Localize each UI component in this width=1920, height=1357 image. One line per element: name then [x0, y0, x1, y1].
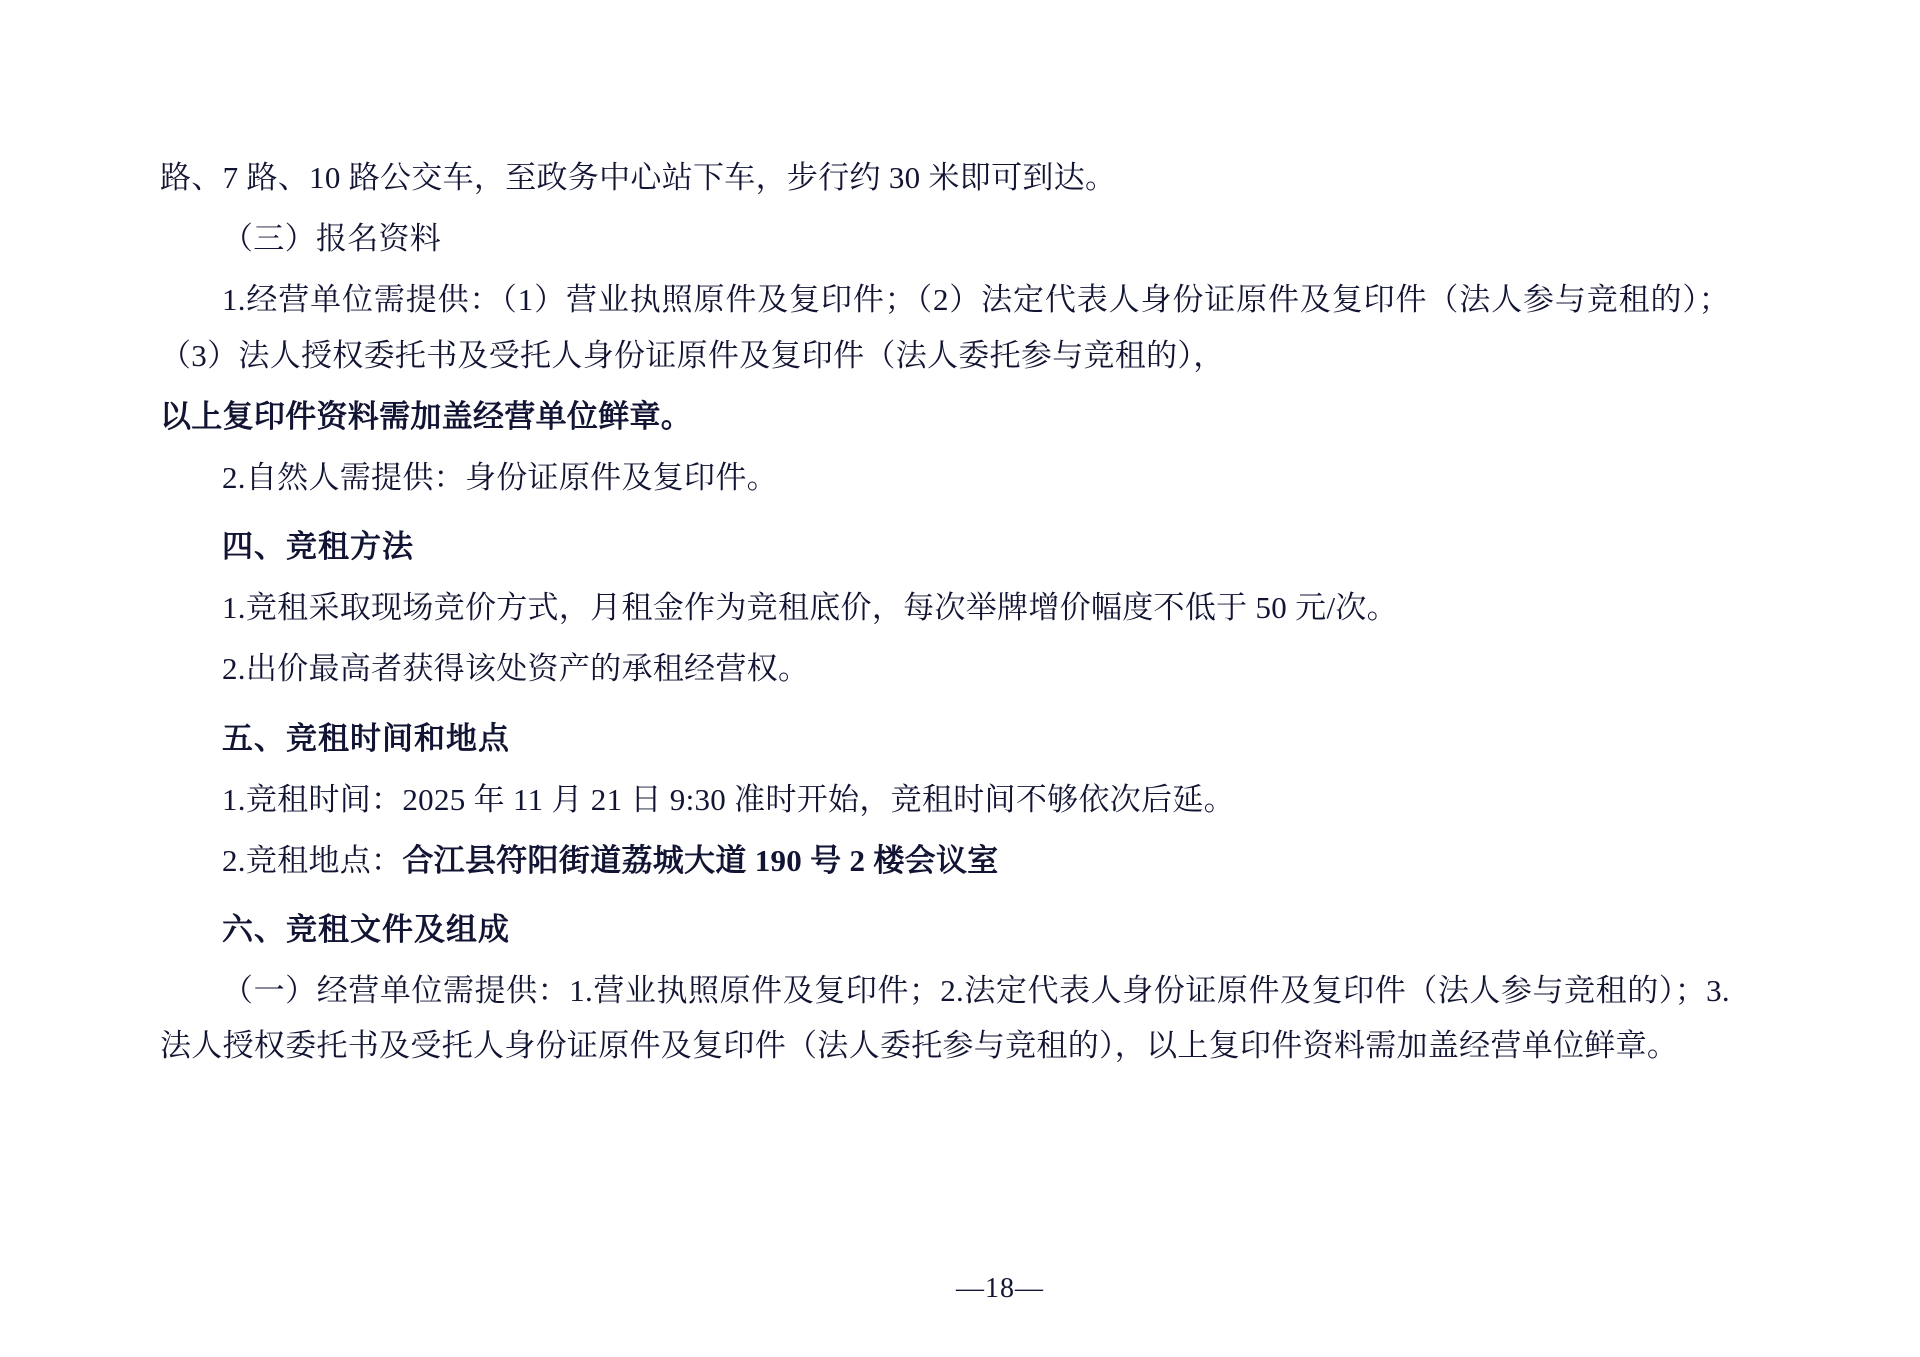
- paragraph-business-unit-materials: 1.经营单位需提供：（1）营业执照原件及复印件；（2）法定代表人身份证原件及复印件（法人参与竞租的）；（3）法人授权委托书及受托人身份证原件及复印件（法人委托参与竞租的），: [160, 282, 1730, 373]
- paragraph-seal-requirement: 以上复印件资料需加盖经营单位鲜章。: [160, 398, 693, 434]
- paragraph-bidding-time: 1.竞租时间：2025 年 11 月 21 日 9:30 准时开始，竞租时间不够依次后延。: [222, 781, 1235, 817]
- paragraph-bidding-place: [160, 833, 1730, 888]
- bidding-place-value: 合江县符阳街道荔城大道 190 号 2 楼会议室: [402, 842, 999, 878]
- page-number: —18—: [956, 1273, 1044, 1304]
- page-footer: [0, 1273, 1920, 1305]
- paragraph-section-six-item-one: （一）经营单位需提供：1.营业执照原件及复印件；2.法定代表人身份证原件及复印件（法人参与竞租的）；3.法人授权委托书及受托人身份证原件及复印件（法人委托参与竞租的），以上复印件资料需加盖经营单位鲜章。: [160, 973, 1730, 1064]
- paragraph-transport-continued: 路、7 路、10 路公交车，至政务中心站下车，步行约 30 米即可到达。: [160, 160, 1117, 195]
- heading-section-five: 五、竞租时间和地点: [222, 720, 510, 756]
- bidding-place-label: 2.竞租地点：: [222, 842, 403, 878]
- heading-section-four: 四、竞租方法: [222, 529, 414, 565]
- paragraph-section-three-signup: （三）报名资料: [222, 221, 442, 257]
- paragraph-bidding-method-2: 2.出价最高者获得该处资产的承租经营权。: [222, 651, 810, 687]
- paragraph-bidding-method-1: 1.竞租采取现场竞价方式，月租金作为竞租底价，每次举牌增价幅度不低于 50 元/次。: [222, 590, 1398, 626]
- heading-section-six: 六、竞租文件及组成: [222, 912, 510, 948]
- document-body: [160, 150, 1730, 1074]
- paragraph-natural-person-materials: 2.自然人需提供：身份证原件及复印件。: [222, 459, 778, 495]
